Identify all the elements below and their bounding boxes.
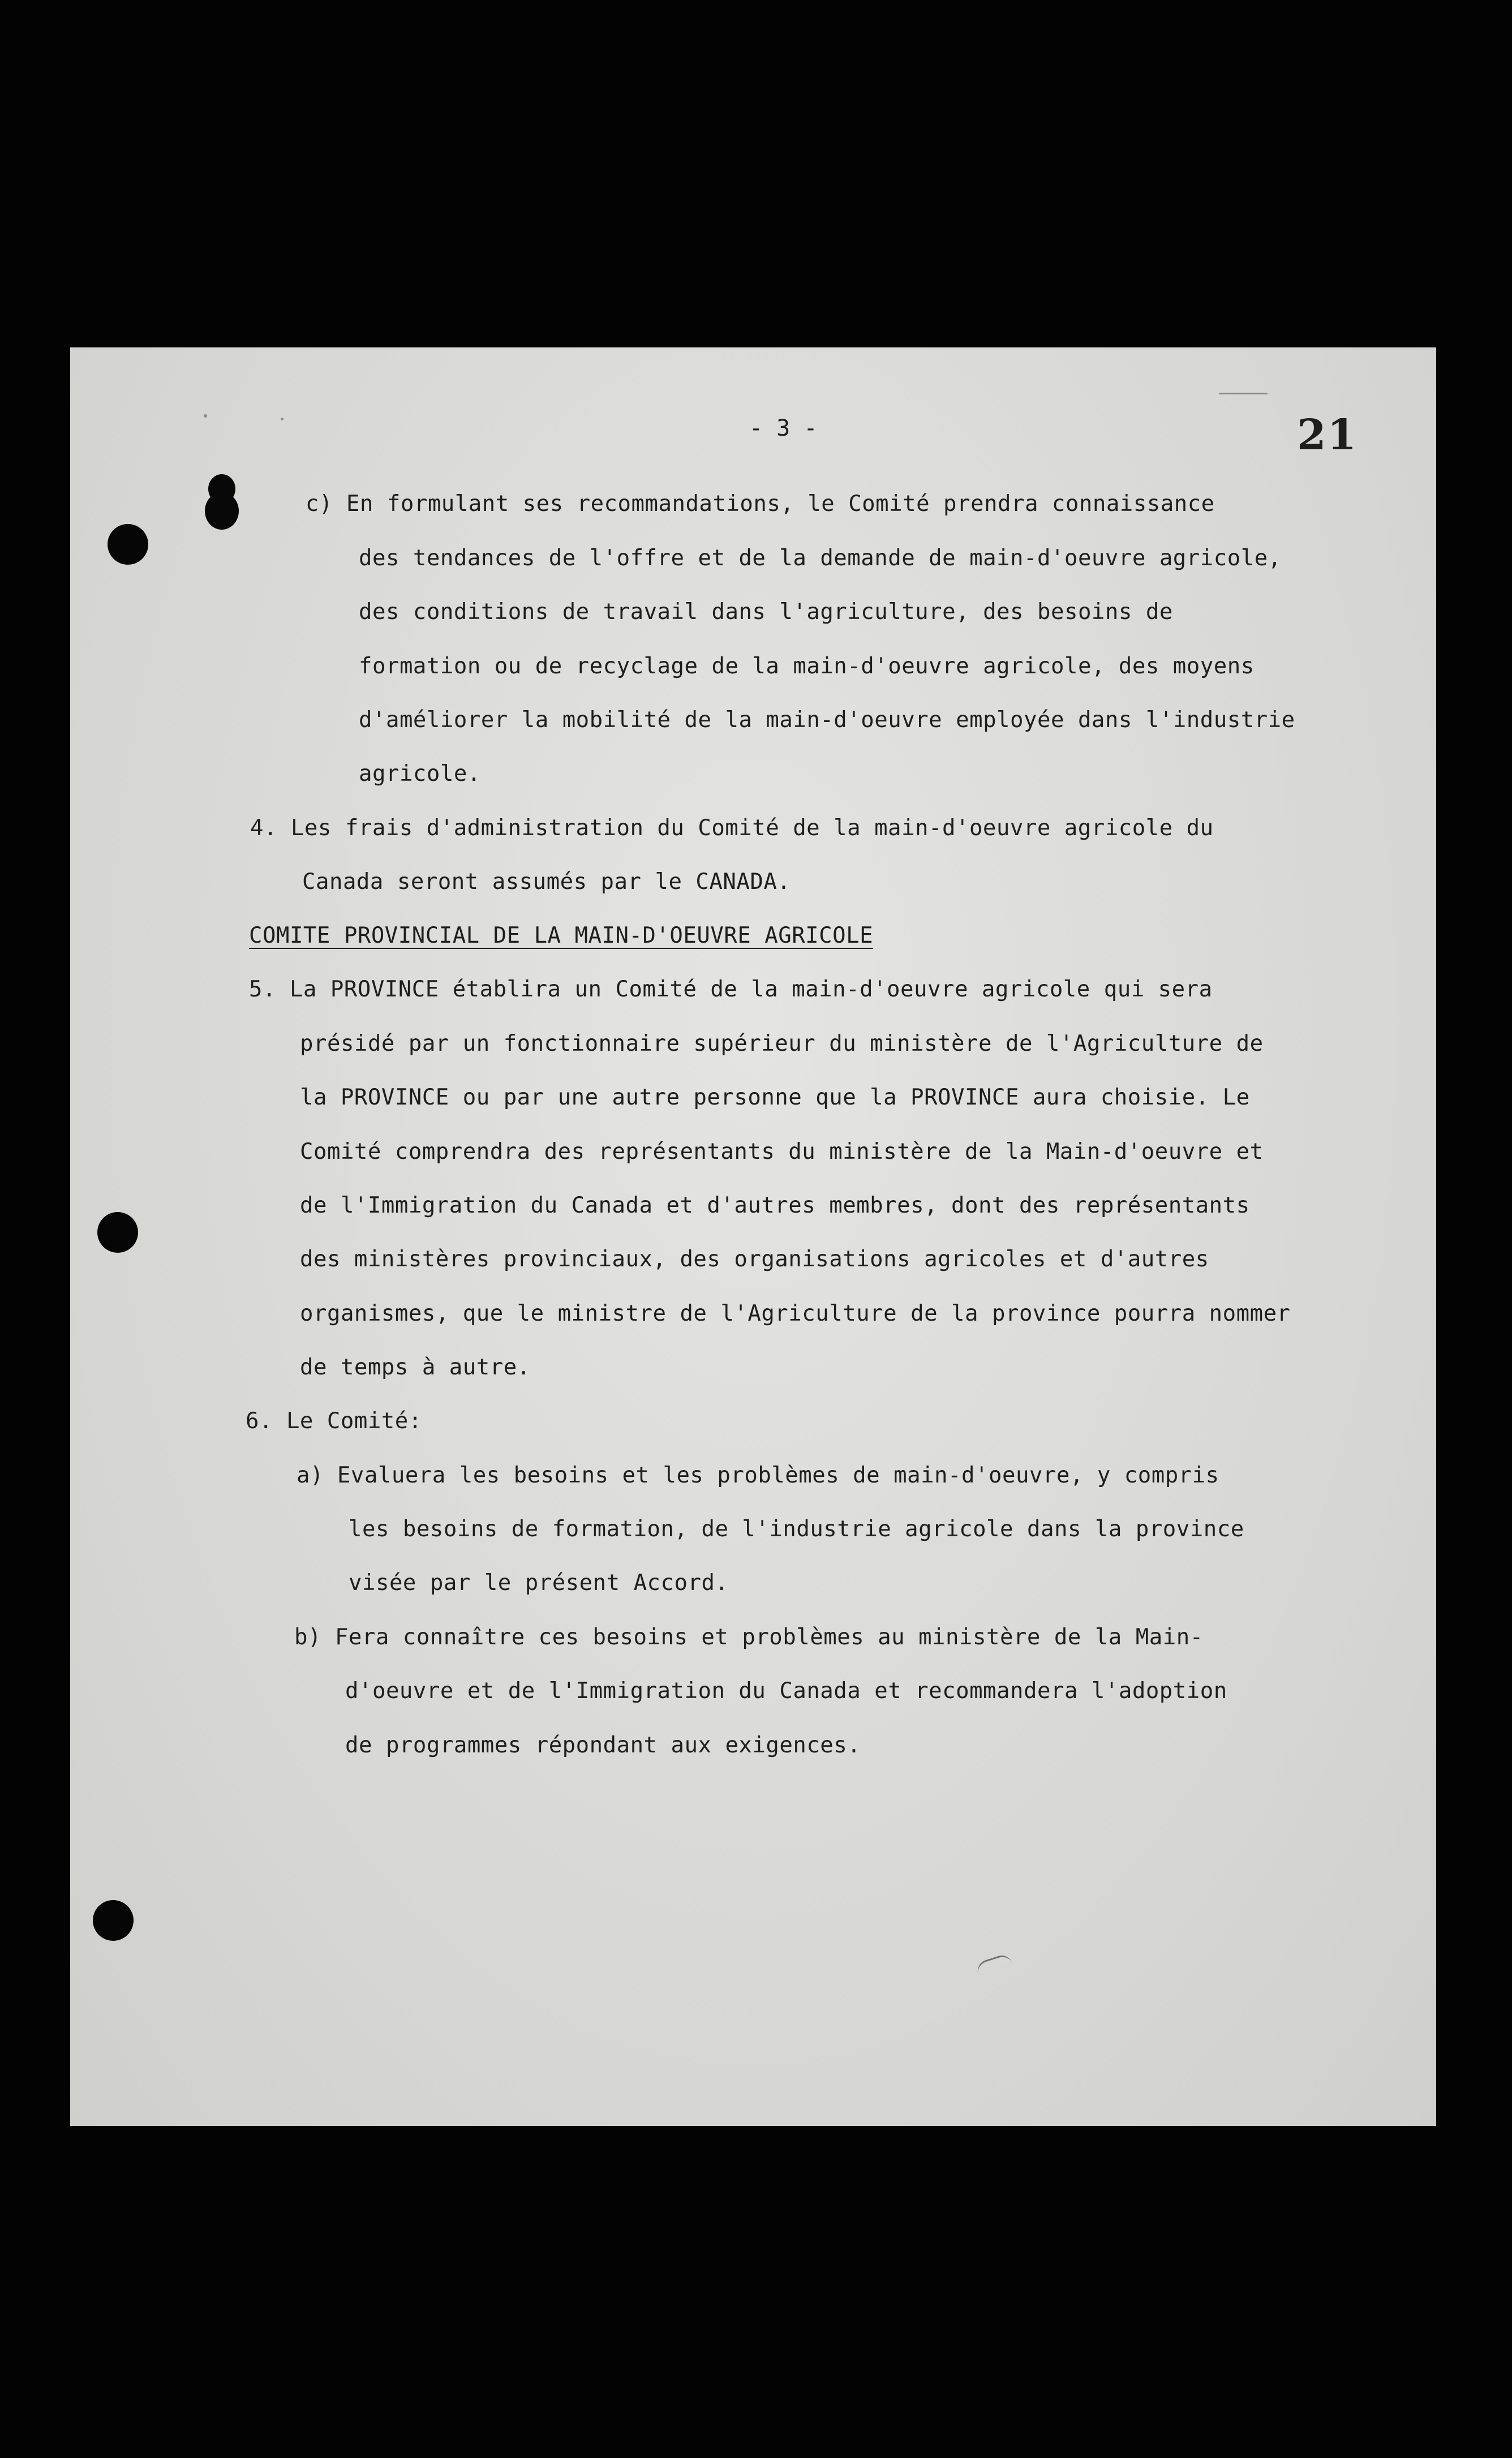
text-line: Comité comprendra des représentants du ministère de la Main-d'oeuvre et — [300, 1139, 1264, 1164]
text-line: b) Fera connaître ces besoins et problèmes au ministère de la Main- — [294, 1625, 1204, 1650]
text-line: 6. Le Comité: — [246, 1408, 422, 1434]
page-number: - 3 - — [749, 415, 818, 441]
text-line: présidé par un fonctionnaire supérieur du ministère de l'Agriculture de — [300, 1031, 1264, 1056]
paper-sheet — [70, 347, 1436, 2126]
punch-hole — [108, 524, 148, 565]
text-line: de programmes répondant aux exigences. — [345, 1733, 861, 1758]
text-line: visée par le présent Accord. — [349, 1570, 729, 1596]
speck — [1219, 393, 1268, 394]
text-line: des tendances de l'offre et de la demande de main-d'oeuvre agricole, — [359, 545, 1282, 571]
text-line: Canada seront assumés par le CANADA. — [302, 869, 791, 895]
text-line: d'améliorer la mobilité de la main-d'oeuvre employée dans l'industrie — [359, 707, 1295, 733]
text-line: agricole. — [359, 761, 481, 787]
pencil-mark — [974, 1953, 1012, 1975]
text-line: de temps à autre. — [300, 1355, 531, 1380]
section-heading: COMITE PROVINCIAL DE LA MAIN-D'OEUVRE AGRICOLE — [249, 923, 874, 948]
text-line: 4. Les frais d'administration du Comité de la main-d'oeuvre agricole du — [250, 815, 1214, 841]
text-line: la PROVINCE ou par une autre personne que la PROVINCE aura choisie. Le — [300, 1085, 1250, 1110]
text-line: a) Evaluera les besoins et les problèmes de main-d'oeuvre, y compris — [297, 1463, 1219, 1488]
text-line: organismes, que le ministre de l'Agriculture de la province pourra nommer — [300, 1301, 1291, 1326]
speck — [281, 418, 284, 420]
text-line: des ministères provinciaux, des organisations agricoles et d'autres — [300, 1247, 1209, 1272]
punch-hole — [93, 1900, 134, 1941]
ink-blot — [205, 492, 239, 530]
text-line: de l'Immigration du Canada et d'autres membres, dont des représentants — [300, 1193, 1250, 1218]
text-line: d'oeuvre et de l'Immigration du Canada et recommandera l'adoption — [345, 1678, 1227, 1704]
text-line: les besoins de formation, de l'industrie agricole dans la province — [349, 1516, 1244, 1542]
text-line: 5. La PROVINCE établira un Comité de la main-d'oeuvre agricole qui sera — [249, 977, 1213, 1002]
text-line: des conditions de travail dans l'agriculture, des besoins de — [359, 599, 1173, 625]
text-line: formation ou de recyclage de la main-d'oeuvre agricole, des moyens — [359, 654, 1255, 679]
text-line: c) En formulant ses recommandations, le Comité prendra connaissance — [306, 491, 1215, 517]
punch-hole — [97, 1212, 138, 1253]
archive-number: 21 — [1297, 411, 1358, 459]
speck — [204, 414, 207, 418]
